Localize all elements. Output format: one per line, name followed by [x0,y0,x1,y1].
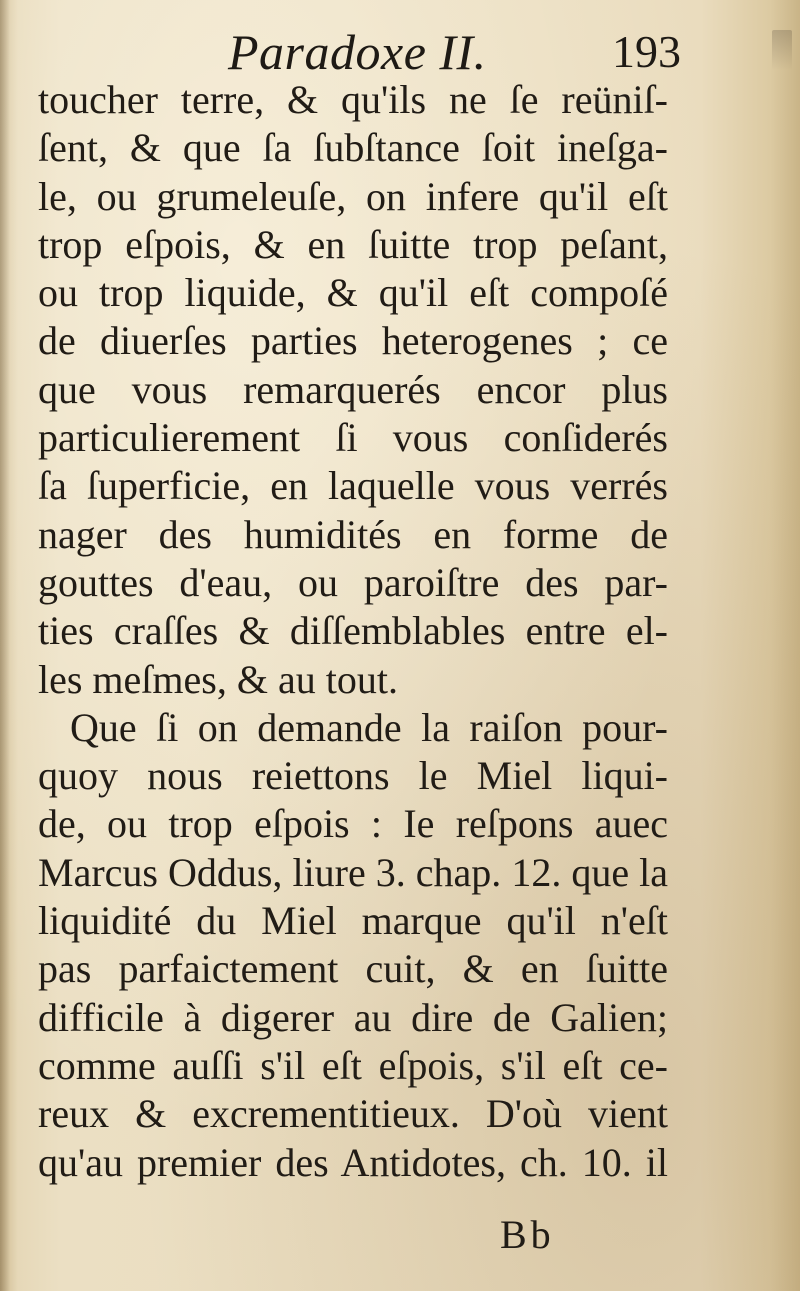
text-line-23: qu'au premier des Antidotes, ch. 10. il [38,1139,668,1185]
running-title: Paradoxe II. [228,24,487,80]
text-line-13: les meſmes, & au tout. [38,656,398,702]
text-line-8: particulierement ſi vous conſiderés [38,415,668,461]
text-line-10: nager des humidités en forme de [38,511,668,557]
page-number: 193 [612,26,681,77]
text-line-21: comme auſſi s'il eſt eſpois, s'il eſt ce- [38,1042,668,1088]
text-line-6: de diuerſes parties heterogenes ; ce [38,318,668,364]
text-line-4: trop eſpois, & en ſuitte trop peſant, [38,221,668,267]
text-line-16: de, ou trop eſpois : Ie reſpons auec [38,801,668,847]
text-line-18: liquidité du Miel marque qu'il n'eſt [38,898,668,944]
signature-mark: Bb [500,1212,555,1257]
text-line-1: toucher terre, & qu'ils ne ſe reüniſ- [38,77,668,122]
text-line-11: gouttes d'eau, ou paroiſtre des par- [38,559,668,605]
text-line-20: difficile à digerer au dire de Galien; [38,994,668,1040]
text-line-7: que vous remarquerés encor plus [38,366,668,412]
page-header [0,22,800,82]
text-line-5: ou trop liquide, & qu'il eſt compoſé [38,270,668,316]
text-line-17: Marcus Oddus, liure 3. chap. 12. que la [38,849,668,895]
text-line-15: quoy nous reiettons le Miel liqui- [38,753,668,799]
text-line-12: ties craſſes & diſſemblables entre el- [38,608,668,654]
text-line-3: le, ou grumeleuſe, on infere qu'il eſt [38,173,668,219]
text-line-19: pas parfaictement cuit, & en ſuitte [38,946,668,992]
text-line-9: ſa ſuperficie, en laquelle vous verrés [38,463,668,509]
text-line-22: reux & excrementitieux. D'où vient [38,1091,668,1137]
text-line-2: ſent, & que ſa ſubſtance ſoit ineſga- [38,125,668,171]
text-line-14: Que ſi on demande la raiſon pour- [70,704,668,750]
body-text [38,76,668,1187]
